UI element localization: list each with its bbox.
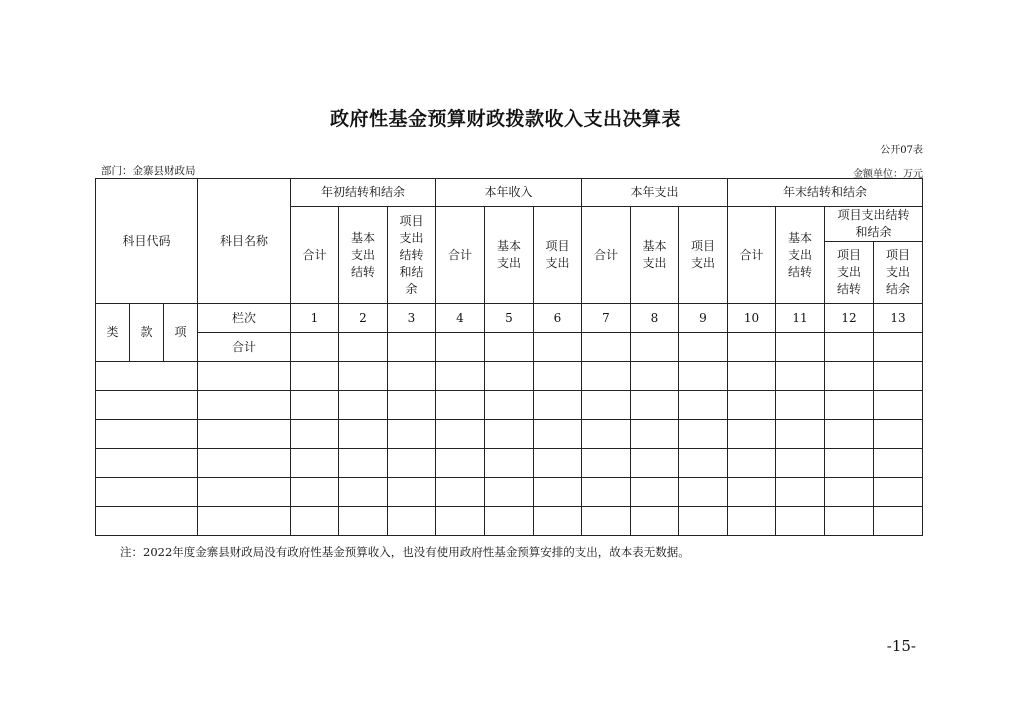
table-row [96, 507, 923, 536]
footnote: 注：2022年度金寨县财政局没有政府性基金预算收入，也没有使用政府性基金预算安排的支出，故本表无数据。 [120, 545, 690, 559]
begin-basic-header: 基本 支出 结转 [339, 207, 388, 304]
subject-name-header: 科目名称 [198, 179, 291, 304]
column-number: 11 [776, 304, 825, 333]
table-row [96, 362, 923, 391]
begin-total-header: 合计 [291, 207, 339, 304]
column-number: 4 [436, 304, 485, 333]
end-balance-header: 年末结转和结余 [728, 179, 923, 207]
table-row [96, 478, 923, 507]
end-total-header: 合计 [728, 207, 776, 304]
column-number: 8 [631, 304, 679, 333]
end-project-carry-header: 项目 支出 结转 [825, 242, 874, 304]
end-project-surplus-header: 项目 支出 结余 [874, 242, 923, 304]
column-number: 1 [291, 304, 339, 333]
xiang-header: 项 [164, 304, 198, 362]
table-row [96, 391, 923, 420]
lei-header: 类 [96, 304, 130, 362]
income-total-header: 合计 [436, 207, 485, 304]
department-label: 部门：金寨县财政局 [101, 165, 196, 177]
expense-project-header: 项目 支出 [679, 207, 728, 304]
amount-unit-label: 金额单位：万元 [853, 169, 923, 180]
current-expense-header: 本年支出 [582, 179, 728, 207]
expense-total-header: 合计 [582, 207, 631, 304]
kuan-header: 款 [130, 304, 164, 362]
column-number: 6 [534, 304, 582, 333]
column-number: 2 [339, 304, 388, 333]
form-number: 公开07表 [880, 145, 923, 156]
begin-balance-header: 年初结转和结余 [291, 179, 436, 207]
subject-code-header: 科目代码 [96, 179, 198, 304]
column-number: 10 [728, 304, 776, 333]
expense-basic-header: 基本 支出 [631, 207, 679, 304]
column-number: 7 [582, 304, 631, 333]
column-no-label: 栏次 [198, 304, 291, 333]
table-row [96, 449, 923, 478]
column-number: 12 [825, 304, 874, 333]
column-number: 5 [485, 304, 534, 333]
current-income-header: 本年收入 [436, 179, 582, 207]
table-row [96, 420, 923, 449]
page-number: -15- [886, 637, 916, 655]
budget-table [95, 178, 923, 536]
column-number: 13 [874, 304, 923, 333]
column-number: 9 [679, 304, 728, 333]
table-title: 政府性基金预算财政拨款收入支出决算表 [329, 108, 681, 130]
end-project-group-header: 项目支出结转 和结余 [825, 207, 923, 242]
income-project-header: 项目 支出 [534, 207, 582, 304]
income-basic-header: 基本 支出 [485, 207, 534, 304]
total-row-label: 合计 [198, 333, 291, 362]
end-basic-header: 基本 支出 结转 [776, 207, 825, 304]
column-number: 3 [388, 304, 436, 333]
begin-project-header: 项目 支出 结转 和结 余 [388, 207, 436, 304]
